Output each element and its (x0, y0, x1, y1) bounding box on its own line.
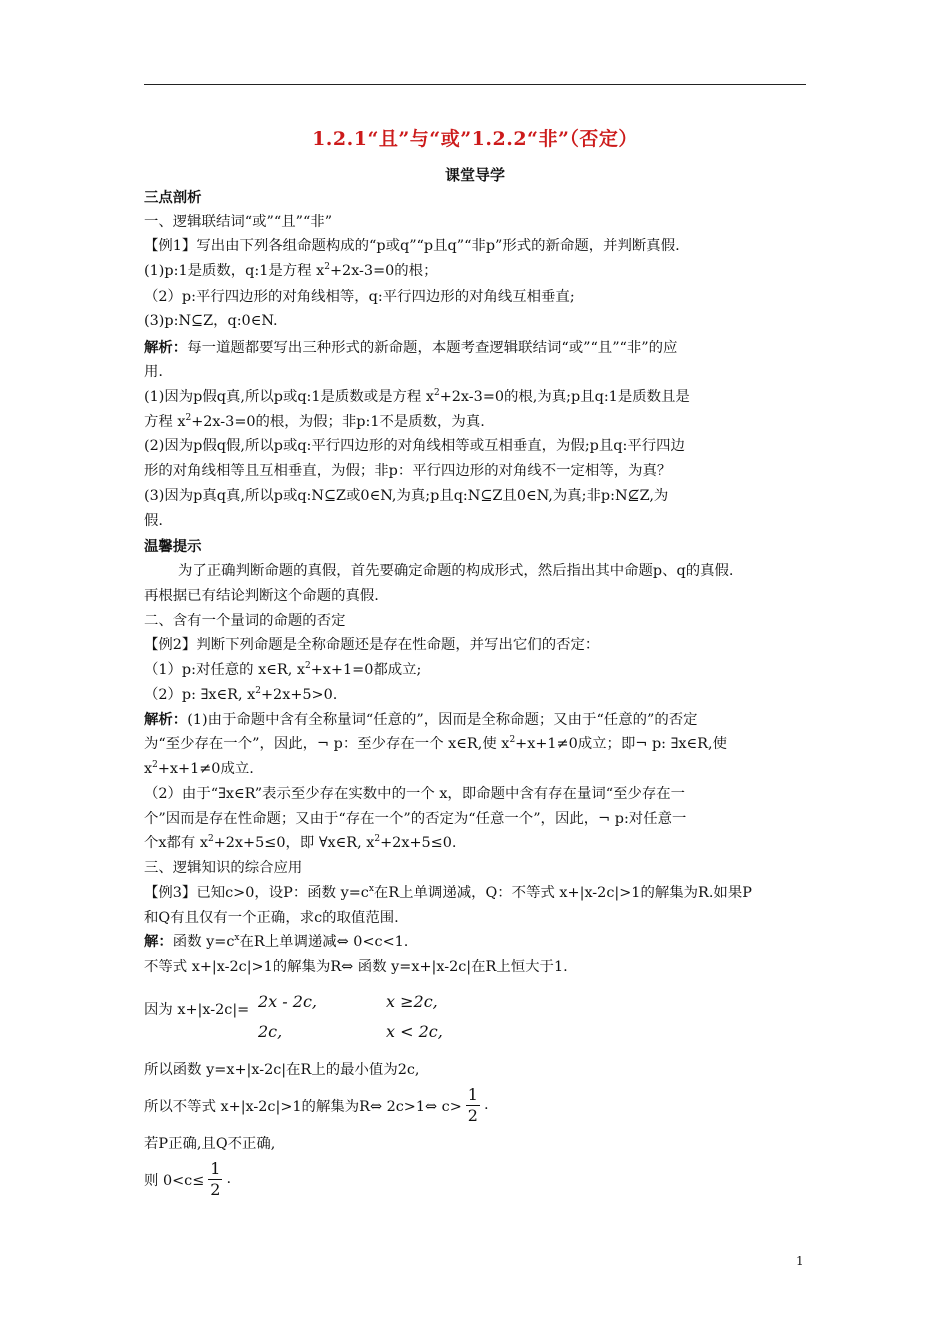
section-title: 三、逻辑知识的综合应用 (144, 860, 303, 876)
example-2: 【例2】判断下列命题是全称命题还是存在性命题，并写出它们的否定： (144, 637, 600, 653)
text-line: (3)因为p真q真,所以p或q:N⊆Z或0∈N,为真;p且q:N⊆Z且0∈N,为真;非p:N⊈Z,为 (144, 488, 669, 504)
text-line: 不等式 x+|x-2c|>1的解集为R⇔ 函数 y=x+|x-2c|在R上恒大于1. (144, 959, 568, 975)
page-title: 1.2.1“且”与“或”1.2.2“非”（否定） (312, 128, 638, 150)
text-line: 为“至少存在一个”，因此，¬ p：至少存在一个 x∈R,使 $x^2+x+1\ne 0$成立；即¬ p: ∃x∈R,使 (144, 735, 727, 752)
text-line: （2）由于“∃x∈R”表示至少存在实数中的一个 x，即命题中含有存在量词“至少存在一 (144, 786, 686, 802)
text-line: 则 0<c≤ $\frac{1}{2}$ . (144, 1158, 232, 1199)
text-line: 解析：每一道题都要写出三种形式的新命题，本题考查逻辑联结词“或”“且”“非”的应 (144, 339, 678, 356)
text-line: 形的对角线相等且互相垂直，为假；非p：平行四边形的对角线不一定相等，为真？ (144, 463, 672, 479)
text-line: 解析：(1)由于命题中含有全称量词“任意的”，因而是全称命题；又由于“任意的”的否定 (144, 711, 698, 728)
text-line: 若P正确,且Q不正确, (144, 1136, 276, 1152)
section-heading: 三点剖析 (144, 189, 202, 206)
text-line: 个x都有 $x^2+2x+5\le 0$，即 ∀x∈R, $x^2+2x+5\le 0$. (144, 834, 457, 851)
section-title: 一、逻辑联结词“或”“且”“非” (144, 214, 333, 230)
piecewise-expr-2: 2c, (258, 1022, 283, 1041)
text-line: 和Q有且仅有一个正确，求c的取值范围. (144, 910, 399, 926)
text-line: （2）p: ∃x∈R, $x^2+2x+5>0$. (144, 686, 338, 703)
section-title: 二、含有一个量词的命题的否定 (144, 613, 346, 629)
text-line: $x^2+x+1\ne 0$成立. (144, 760, 254, 777)
fraction: $\frac{1}{2}$ (467, 1084, 478, 1125)
text-line: 再根据已有结论判断这个命题的真假. (144, 588, 379, 604)
tip-heading: 温馨提示 (144, 538, 202, 555)
text-line: 解：函数 $y=c^x$在R上单调递减⇔ 0<c<1. (144, 933, 409, 950)
example-1: 【例1】写出由下列各组命题构成的“p或q”“p且q”“非p”形式的新命题，并判断真假. (144, 238, 680, 254)
text-line: 为了正确判断命题的真假，首先要确定命题的构成形式，然后指出其中命题p、q的真假. (178, 563, 734, 579)
text-line: (2)因为p假q假,所以p或q:平行四边形的对角线相等或互相垂直，为假;p且q:平行四边 (144, 438, 685, 454)
piecewise-expr-1: 2x - 2c, (258, 992, 318, 1011)
text-line: 所以不等式 x+|x-2c|>1的解集为R⇔ 2c>1⇔ c> $\frac{1}{2}$ . (144, 1084, 489, 1125)
piecewise-cond-1: x ≥2c, (386, 992, 438, 1011)
fraction: $\frac{1}{2}$ (210, 1158, 221, 1199)
piecewise-cond-2: x < 2c, (386, 1022, 443, 1041)
text-line: 方程 $x^2+2x-3=0$的根，为假；非p:1不是质数，为真. (144, 413, 485, 430)
text-line: 所以函数 y=x+|x-2c|在R上的最小值为2c, (144, 1062, 420, 1078)
text-line: (1)p:1是质数，q:1是方程 $x^2+2x-3=0$的根； (144, 262, 438, 279)
top-rule (144, 84, 806, 85)
page-subtitle: 课堂导学 (444, 166, 505, 184)
text-line: 用. (144, 364, 163, 380)
page-number: 1 (796, 1254, 804, 1268)
text-line: 因为 x+|x-2c|= (144, 1002, 250, 1018)
text-line: 个”因而是存在性命题；又由于“存在一个”的否定为“任意一个”，因此，¬ p:对任意一 (144, 811, 687, 827)
text-line: （1）p:对任意的 x∈R, $x^2+x+1=0$都成立; (144, 661, 422, 678)
text-line: (1)因为p假q真,所以p或q:1是质数或是方程 $x^2+2x-3=0$的根,为真;p且q:1是质数且是 (144, 388, 690, 405)
text-line: (3)p:N⊆Z，q:0∈N. (144, 313, 278, 329)
text-line: （2）p:平行四边形的对角线相等，q:平行四边形的对角线互相垂直; (144, 289, 575, 305)
example-3: 【例3】已知c>0，设P：函数 $y=c^x$在R上单调递减，Q：不等式 x+|x-2c|>1的解集为R.如果P (144, 884, 752, 901)
text-line: 假. (144, 513, 163, 529)
